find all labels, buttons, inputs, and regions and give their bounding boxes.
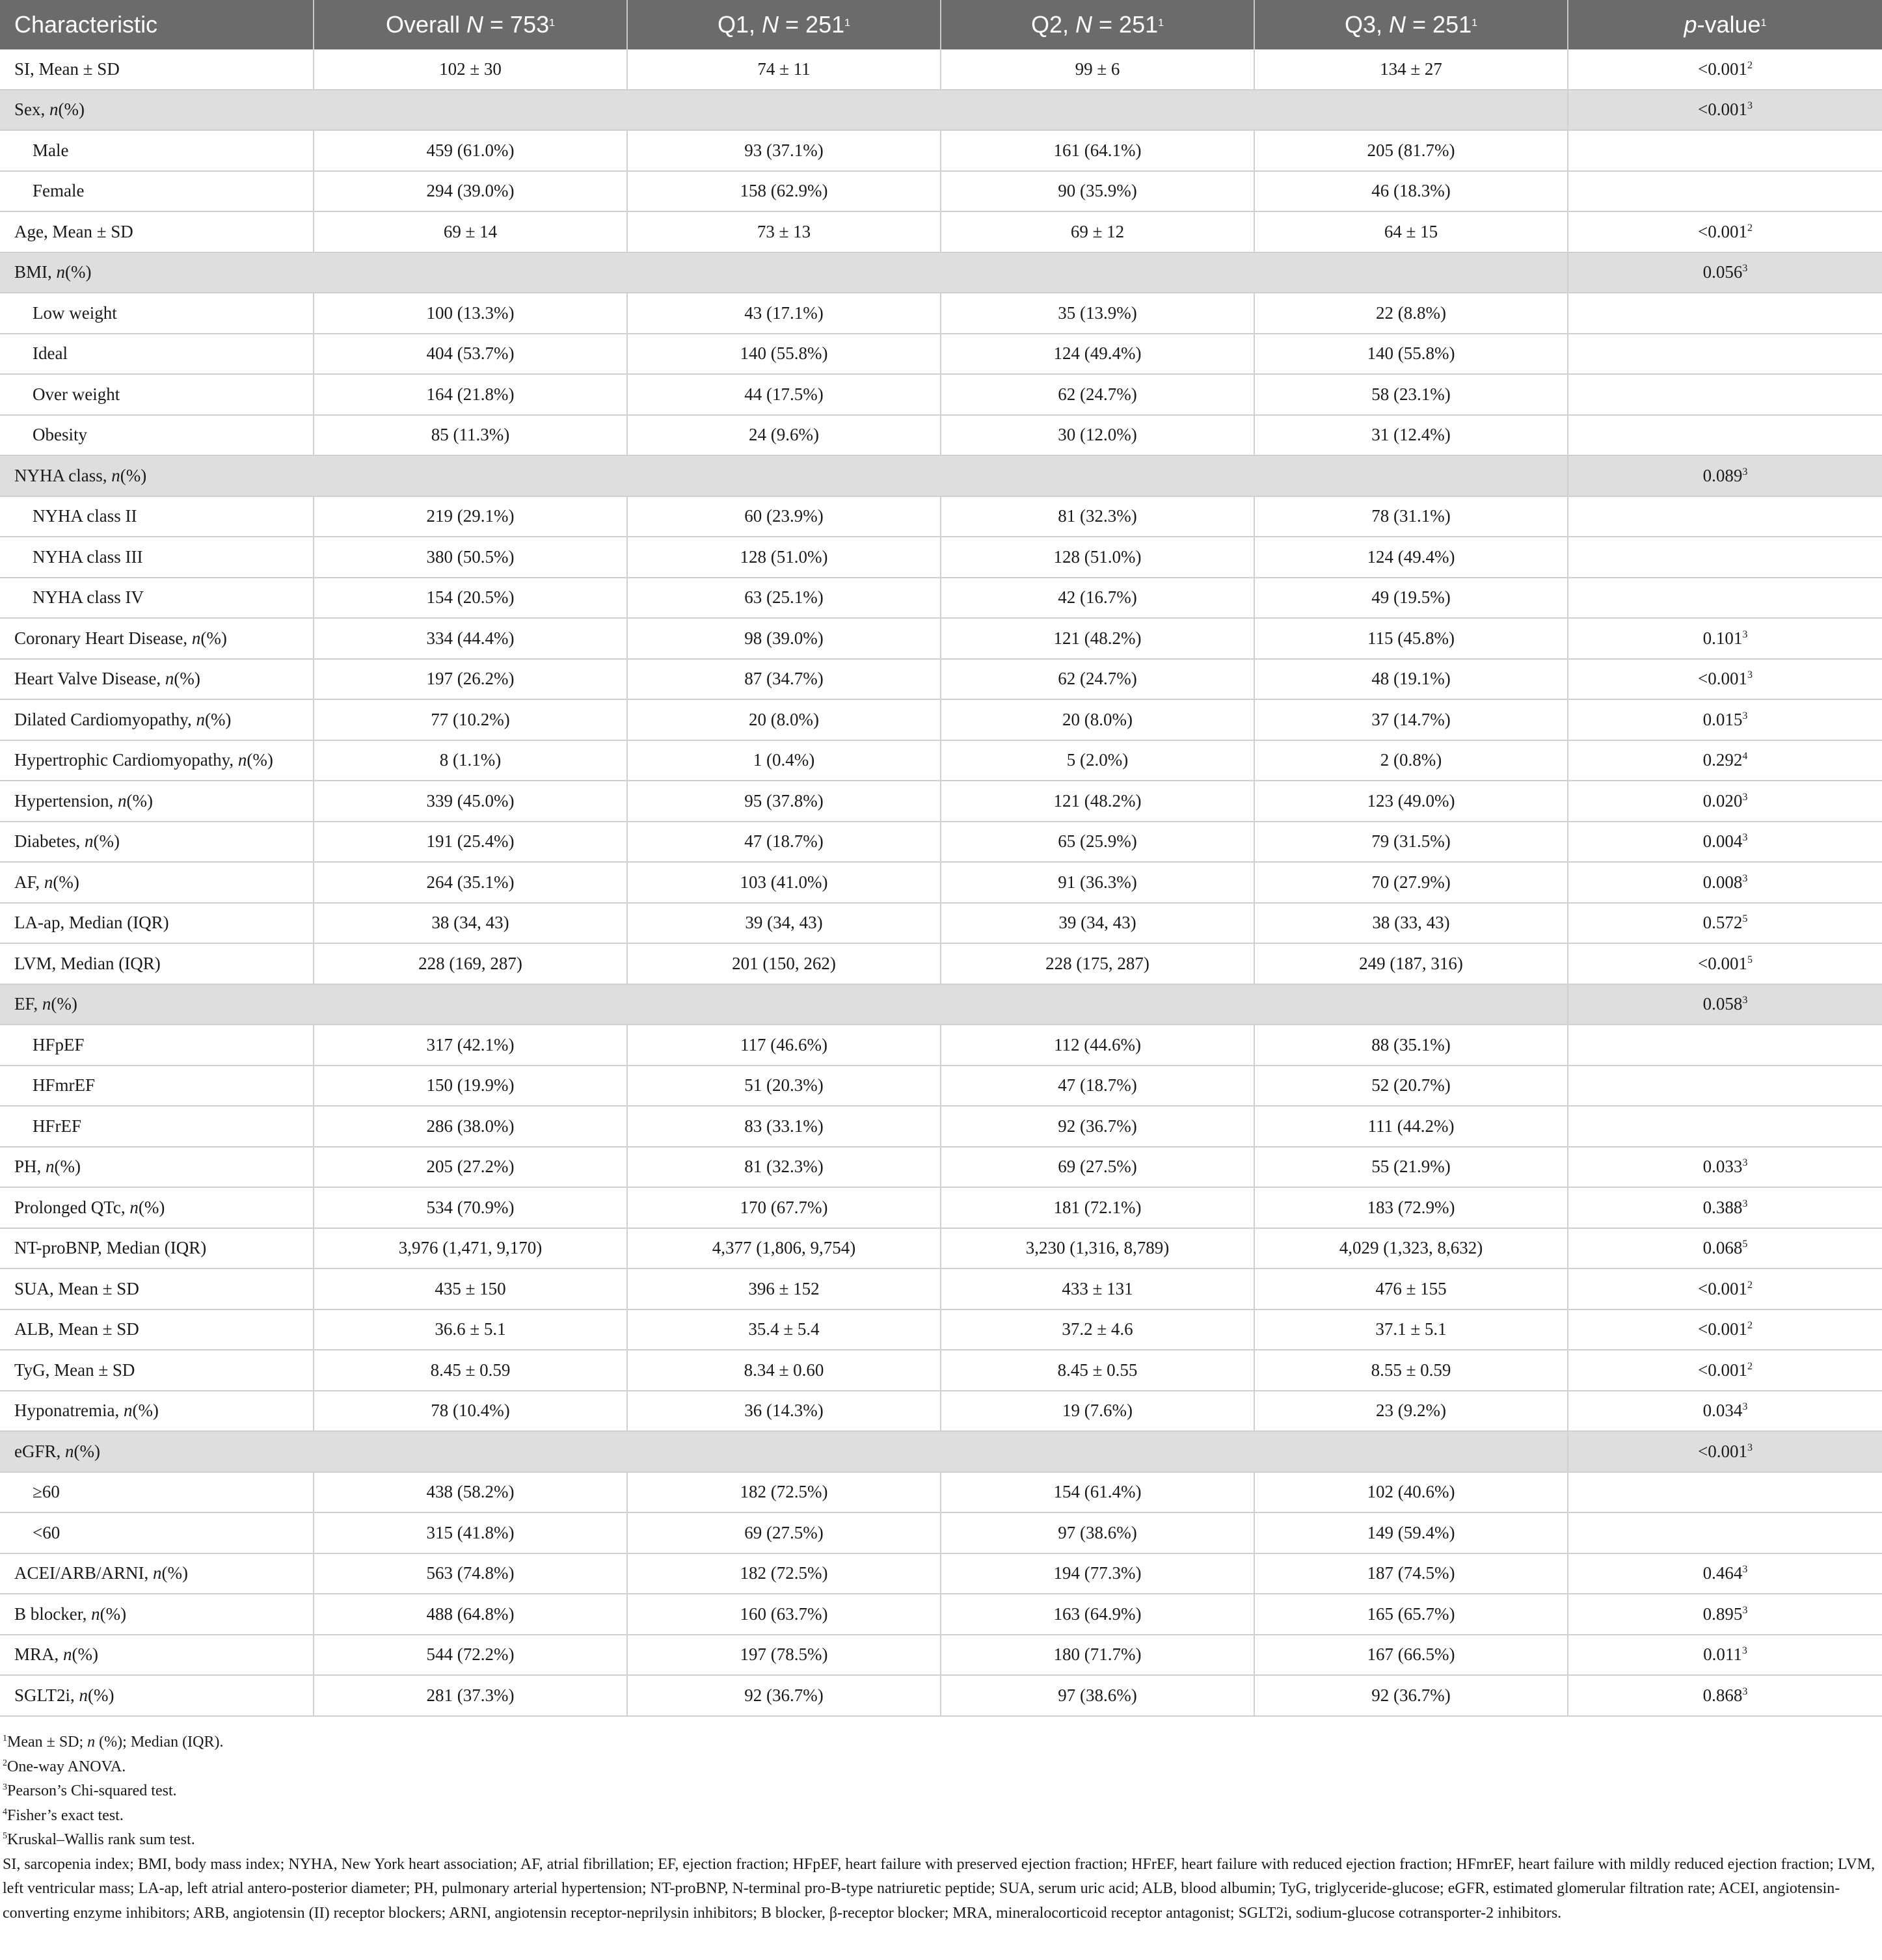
cell-p-value bbox=[1568, 130, 1882, 171]
cell-overall: 286 (38.0%) bbox=[314, 1106, 627, 1147]
cell-q1: 182 (72.5%) bbox=[627, 1472, 941, 1513]
cell-q1: 83 (33.1%) bbox=[627, 1106, 941, 1147]
subcategory-row bbox=[0, 374, 1882, 415]
cell-q3: 123 (49.0%) bbox=[1254, 781, 1568, 822]
cell-overall: 78 (10.4%) bbox=[314, 1391, 627, 1432]
cell-q2: 121 (48.2%) bbox=[941, 781, 1254, 822]
cell-q3: 140 (55.8%) bbox=[1254, 334, 1568, 375]
cell-p-value bbox=[1568, 1025, 1882, 1066]
cell-p-value bbox=[1568, 537, 1882, 578]
table-row bbox=[0, 943, 1882, 984]
cell-q3: 55 (21.9%) bbox=[1254, 1147, 1568, 1188]
cell-overall: 191 (25.4%) bbox=[314, 822, 627, 863]
cell-overall: 197 (26.2%) bbox=[314, 659, 627, 700]
cell-q1: 140 (55.8%) bbox=[627, 334, 941, 375]
footnote: $^3$Pearson’s Chi-squared test. bbox=[3, 1782, 177, 1799]
cell-q3: 37.1 ± 5.1 bbox=[1254, 1309, 1568, 1350]
table-row bbox=[0, 49, 1882, 90]
table-row bbox=[0, 211, 1882, 252]
cell-q2: 69 (27.5%) bbox=[941, 1147, 1254, 1188]
cell-p-value: 0.292$^4$ bbox=[1568, 740, 1882, 781]
cell-q2: 90 (35.9%) bbox=[941, 171, 1254, 212]
cell-q1: 44 (17.5%) bbox=[627, 374, 941, 415]
cell-q2: 194 (77.3%) bbox=[941, 1553, 1254, 1594]
cell-p-value: 0.056$^3$ bbox=[1568, 252, 1882, 293]
cell-overall: 38 (34, 43) bbox=[314, 903, 627, 944]
row-label: Prolonged QTc, n(%) bbox=[0, 1187, 314, 1228]
cell-q1: 39 (34, 43) bbox=[627, 903, 941, 944]
cell-q1: 160 (63.7%) bbox=[627, 1594, 941, 1635]
cell-q3: 205 (81.7%) bbox=[1254, 130, 1568, 171]
table-row bbox=[0, 1635, 1882, 1676]
cell-q2: 20 (8.0%) bbox=[941, 699, 1254, 740]
cell-q3: 70 (27.9%) bbox=[1254, 862, 1568, 903]
cell-overall: 205 (27.2%) bbox=[314, 1147, 627, 1188]
header-q2: Q2, $N = 251^1$ bbox=[941, 0, 1254, 49]
header-q3: Q3, $N = 251^1$ bbox=[1254, 0, 1568, 49]
cell-q3: 134 ± 27 bbox=[1254, 49, 1568, 90]
cell-p-value bbox=[1568, 1512, 1882, 1553]
cell-overall: 102 ± 30 bbox=[314, 49, 627, 90]
footnote: $^1$Mean ± SD; n (%); Median (IQR). bbox=[3, 1734, 224, 1751]
subcategory-row bbox=[0, 1512, 1882, 1553]
cell-p-value: $<0.001^3$ bbox=[1568, 90, 1882, 131]
subcategory-row bbox=[0, 1472, 1882, 1513]
cell-overall: 380 (50.5%) bbox=[314, 537, 627, 578]
row-label: MRA, n(%) bbox=[0, 1635, 314, 1676]
cell-q1: 47 (18.7%) bbox=[627, 822, 941, 863]
cell-overall: 77 (10.2%) bbox=[314, 699, 627, 740]
cell-q2: 5 (2.0%) bbox=[941, 740, 1254, 781]
table-row bbox=[0, 1147, 1882, 1188]
table-row bbox=[0, 1187, 1882, 1228]
cell-q2: 42 (16.7%) bbox=[941, 578, 1254, 619]
cell-overall: 100 (13.3%) bbox=[314, 293, 627, 334]
row-label: AF, n(%) bbox=[0, 862, 314, 903]
cell-q2: 39 (34, 43) bbox=[941, 903, 1254, 944]
cell-p-value bbox=[1568, 1472, 1882, 1513]
cell-q2: 47 (18.7%) bbox=[941, 1066, 1254, 1107]
cell-p-value: $<0.001^2$ bbox=[1568, 1269, 1882, 1309]
category-row bbox=[0, 252, 1882, 293]
cell-overall: 85 (11.3%) bbox=[314, 415, 627, 456]
cell-q2: 81 (32.3%) bbox=[941, 496, 1254, 537]
cell-p-value: $<0.001^3$ bbox=[1568, 1431, 1882, 1472]
cell-p-value: 0.020$^3$ bbox=[1568, 781, 1882, 822]
cell-q3: 22 (8.8%) bbox=[1254, 293, 1568, 334]
header-row bbox=[0, 0, 1882, 49]
row-label: Heart Valve Disease, n(%) bbox=[0, 659, 314, 700]
cell-q3: 167 (66.5%) bbox=[1254, 1635, 1568, 1676]
row-label: <60 bbox=[0, 1512, 314, 1553]
cell-q3: 52 (20.7%) bbox=[1254, 1066, 1568, 1107]
cell-p-value bbox=[1568, 415, 1882, 456]
cell-q3: 187 (74.5%) bbox=[1254, 1553, 1568, 1594]
row-label: Age, Mean ± SD bbox=[0, 211, 314, 252]
cell-p-value: 0.034$^3$ bbox=[1568, 1391, 1882, 1432]
cell-q3: 115 (45.8%) bbox=[1254, 618, 1568, 659]
cell-q2: 3,230 (1,316, 8,789) bbox=[941, 1228, 1254, 1269]
cell-p-value bbox=[1568, 293, 1882, 334]
cell-overall: 544 (72.2%) bbox=[314, 1635, 627, 1676]
row-label: BMI, n(%) bbox=[0, 252, 1568, 293]
cell-q1: 73 ± 13 bbox=[627, 211, 941, 252]
row-label: NYHA class II bbox=[0, 496, 314, 537]
cell-q2: 65 (25.9%) bbox=[941, 822, 1254, 863]
row-label: HFpEF bbox=[0, 1025, 314, 1066]
table-row bbox=[0, 1553, 1882, 1594]
subcategory-row bbox=[0, 171, 1882, 212]
cell-overall: 315 (41.8%) bbox=[314, 1512, 627, 1553]
row-label: SUA, Mean ± SD bbox=[0, 1269, 314, 1309]
cell-p-value bbox=[1568, 374, 1882, 415]
row-label: EF, n(%) bbox=[0, 984, 1568, 1025]
row-label: NT-proBNP, Median (IQR) bbox=[0, 1228, 314, 1269]
cell-q2: 91 (36.3%) bbox=[941, 862, 1254, 903]
cell-q1: 69 (27.5%) bbox=[627, 1512, 941, 1553]
cell-q1: 396 ± 152 bbox=[627, 1269, 941, 1309]
table-header bbox=[0, 0, 1882, 49]
cell-q3: 79 (31.5%) bbox=[1254, 822, 1568, 863]
cell-overall: 459 (61.0%) bbox=[314, 130, 627, 171]
row-label: Dilated Cardiomyopathy, n(%) bbox=[0, 699, 314, 740]
cell-q1: 43 (17.1%) bbox=[627, 293, 941, 334]
cell-q1: 117 (46.6%) bbox=[627, 1025, 941, 1066]
cell-p-value bbox=[1568, 1106, 1882, 1147]
cell-overall: 317 (42.1%) bbox=[314, 1025, 627, 1066]
cell-q2: 97 (38.6%) bbox=[941, 1675, 1254, 1716]
row-label: TyG, Mean ± SD bbox=[0, 1350, 314, 1391]
cell-q2: 99 ± 6 bbox=[941, 49, 1254, 90]
row-label: ≥60 bbox=[0, 1472, 314, 1513]
cell-overall: 150 (19.9%) bbox=[314, 1066, 627, 1107]
cell-q3: 88 (35.1%) bbox=[1254, 1025, 1568, 1066]
cell-p-value bbox=[1568, 334, 1882, 375]
cell-q1: 170 (67.7%) bbox=[627, 1187, 941, 1228]
cell-p-value bbox=[1568, 171, 1882, 212]
cell-q3: 8.55 ± 0.59 bbox=[1254, 1350, 1568, 1391]
cell-q1: 201 (150, 262) bbox=[627, 943, 941, 984]
cell-p-value: 0.033$^3$ bbox=[1568, 1147, 1882, 1188]
cell-overall: 69 ± 14 bbox=[314, 211, 627, 252]
cell-q3: 78 (31.1%) bbox=[1254, 496, 1568, 537]
subcategory-row bbox=[0, 1025, 1882, 1066]
cell-q1: 20 (8.0%) bbox=[627, 699, 941, 740]
cell-p-value: 0.058$^3$ bbox=[1568, 984, 1882, 1025]
cell-q3: 58 (23.1%) bbox=[1254, 374, 1568, 415]
table-row bbox=[0, 903, 1882, 944]
footnote: $^5$Kruskal–Wallis rank sum test. bbox=[3, 1831, 195, 1848]
cell-q1: 63 (25.1%) bbox=[627, 578, 941, 619]
cell-q3: 37 (14.7%) bbox=[1254, 699, 1568, 740]
row-label: Ideal bbox=[0, 334, 314, 375]
table-row bbox=[0, 1350, 1882, 1391]
cell-q2: 154 (61.4%) bbox=[941, 1472, 1254, 1513]
cell-p-value: 0.015$^3$ bbox=[1568, 699, 1882, 740]
subcategory-row bbox=[0, 130, 1882, 171]
cell-q3: 92 (36.7%) bbox=[1254, 1675, 1568, 1716]
cell-q1: 1 (0.4%) bbox=[627, 740, 941, 781]
cell-overall: 334 (44.4%) bbox=[314, 618, 627, 659]
category-row bbox=[0, 455, 1882, 496]
cell-q2: 181 (72.1%) bbox=[941, 1187, 1254, 1228]
cell-q1: 92 (36.7%) bbox=[627, 1675, 941, 1716]
cell-overall: 294 (39.0%) bbox=[314, 171, 627, 212]
cell-q2: 97 (38.6%) bbox=[941, 1512, 1254, 1553]
subcategory-row bbox=[0, 415, 1882, 456]
row-label: Hyponatremia, n(%) bbox=[0, 1391, 314, 1432]
header-characteristic: Characteristic bbox=[0, 0, 314, 49]
table-row bbox=[0, 1309, 1882, 1350]
cell-overall: 264 (35.1%) bbox=[314, 862, 627, 903]
footnote: $^2$One-way ANOVA. bbox=[3, 1758, 126, 1775]
cell-q1: 87 (34.7%) bbox=[627, 659, 941, 700]
row-label: Diabetes, n(%) bbox=[0, 822, 314, 863]
cell-q1: 60 (23.9%) bbox=[627, 496, 941, 537]
cell-overall: 164 (21.8%) bbox=[314, 374, 627, 415]
category-row bbox=[0, 1431, 1882, 1472]
cell-q3: 2 (0.8%) bbox=[1254, 740, 1568, 781]
cell-p-value: 0.895$^3$ bbox=[1568, 1594, 1882, 1635]
cell-overall: 404 (53.7%) bbox=[314, 334, 627, 375]
table-body bbox=[0, 49, 1882, 1716]
cell-overall: 435 ± 150 bbox=[314, 1269, 627, 1309]
cell-p-value: $<0.001^2$ bbox=[1568, 1350, 1882, 1391]
cell-p-value: $<0.001^2$ bbox=[1568, 1309, 1882, 1350]
cell-overall: 8.45 ± 0.59 bbox=[314, 1350, 627, 1391]
cell-q3: 23 (9.2%) bbox=[1254, 1391, 1568, 1432]
cell-p-value: 0.868$^3$ bbox=[1568, 1675, 1882, 1716]
row-label: B blocker, n(%) bbox=[0, 1594, 314, 1635]
subcategory-row bbox=[0, 334, 1882, 375]
cell-q2: 8.45 ± 0.55 bbox=[941, 1350, 1254, 1391]
subcategory-row bbox=[0, 496, 1882, 537]
subcategory-row bbox=[0, 293, 1882, 334]
cell-q2: 163 (64.9%) bbox=[941, 1594, 1254, 1635]
cell-q3: 476 ± 155 bbox=[1254, 1269, 1568, 1309]
category-row bbox=[0, 90, 1882, 131]
cell-q2: 19 (7.6%) bbox=[941, 1391, 1254, 1432]
abbreviations-note: SI, sarcopenia index; BMI, body mass index; NYHA, New York heart association; AF, atrial fibrillation; EF, ejection fraction; HFpEF, heart failure with preserved ejection fraction; HFrEF, heart failure with reduced ejection fraction; HFmrEF, heart failure with mildly reduced ejection fraction; LVM, left ventricular mass; LA-ap, left atrial antero-posterior diameter; PH, pulmonary arterial hypertension; NT-proBNP, N-terminal pro-B-type natriuretic peptide; SUA, serum uric acid; ALB, blood albumin; TyG, triglyceride-glucose; eGFR, estimated glomerular filtration rate; ACEI, angiotensin-converting enzyme inhibitors; ARB, angiotensin (II) receptor blockers; ARNI, angiotensin receptor-neprilysin inhibitors; B blocker, β-receptor blocker; MRA, mineralocorticoid receptor antagonist; SGLT2i, sodium-glucose cotransporter-2 inhibitors. bbox=[3, 1855, 1875, 1922]
cell-q2: 161 (64.1%) bbox=[941, 130, 1254, 171]
cell-q3: 249 (187, 316) bbox=[1254, 943, 1568, 984]
row-label: eGFR, n(%) bbox=[0, 1431, 1568, 1472]
cell-p-value: $<0.001^5$ bbox=[1568, 943, 1882, 984]
table-row bbox=[0, 781, 1882, 822]
cell-q2: 30 (12.0%) bbox=[941, 415, 1254, 456]
cell-q2: 35 (13.9%) bbox=[941, 293, 1254, 334]
cell-q3: 149 (59.4%) bbox=[1254, 1512, 1568, 1553]
cell-p-value: 0.089$^3$ bbox=[1568, 455, 1882, 496]
row-label: Hypertrophic Cardiomyopathy, n(%) bbox=[0, 740, 314, 781]
cell-q2: 92 (36.7%) bbox=[941, 1106, 1254, 1147]
row-label: Over weight bbox=[0, 374, 314, 415]
cell-overall: 8 (1.1%) bbox=[314, 740, 627, 781]
cell-p-value: 0.464$^3$ bbox=[1568, 1553, 1882, 1594]
table-row bbox=[0, 699, 1882, 740]
cell-q1: 103 (41.0%) bbox=[627, 862, 941, 903]
cell-q1: 98 (39.0%) bbox=[627, 618, 941, 659]
cell-q3: 31 (12.4%) bbox=[1254, 415, 1568, 456]
cell-q2: 433 ± 131 bbox=[941, 1269, 1254, 1309]
cell-q3: 124 (49.4%) bbox=[1254, 537, 1568, 578]
table-row bbox=[0, 1675, 1882, 1716]
cell-q2: 121 (48.2%) bbox=[941, 618, 1254, 659]
cell-q3: 49 (19.5%) bbox=[1254, 578, 1568, 619]
row-label: Obesity bbox=[0, 415, 314, 456]
row-label: Coronary Heart Disease, n(%) bbox=[0, 618, 314, 659]
row-label: HFrEF bbox=[0, 1106, 314, 1147]
cell-q1: 158 (62.9%) bbox=[627, 171, 941, 212]
cell-p-value: 0.068$^5$ bbox=[1568, 1228, 1882, 1269]
cell-q2: 180 (71.7%) bbox=[941, 1635, 1254, 1676]
cell-q1: 35.4 ± 5.4 bbox=[627, 1309, 941, 1350]
cell-p-value bbox=[1568, 1066, 1882, 1107]
table-row bbox=[0, 822, 1882, 863]
cell-q1: 197 (78.5%) bbox=[627, 1635, 941, 1676]
cell-p-value: 0.004$^3$ bbox=[1568, 822, 1882, 863]
cell-p-value: $<0.001^2$ bbox=[1568, 49, 1882, 90]
header-q1: Q1, $N = 251^1$ bbox=[627, 0, 941, 49]
cell-q1: 51 (20.3%) bbox=[627, 1066, 941, 1107]
cell-overall: 281 (37.3%) bbox=[314, 1675, 627, 1716]
cell-q2: 124 (49.4%) bbox=[941, 334, 1254, 375]
row-label: Sex, n(%) bbox=[0, 90, 1568, 131]
subcategory-row bbox=[0, 1066, 1882, 1107]
row-label: ACEI/ARB/ARNI, n(%) bbox=[0, 1553, 314, 1594]
cell-overall: 3,976 (1,471, 9,170) bbox=[314, 1228, 627, 1269]
cell-q1: 81 (32.3%) bbox=[627, 1147, 941, 1188]
row-label: ALB, Mean ± SD bbox=[0, 1309, 314, 1350]
row-label: NYHA class IV bbox=[0, 578, 314, 619]
cell-overall: 228 (169, 287) bbox=[314, 943, 627, 984]
cell-q2: 62 (24.7%) bbox=[941, 659, 1254, 700]
cell-overall: 36.6 ± 5.1 bbox=[314, 1309, 627, 1350]
cell-overall: 563 (74.8%) bbox=[314, 1553, 627, 1594]
cell-q1: 36 (14.3%) bbox=[627, 1391, 941, 1432]
cell-q2: 128 (51.0%) bbox=[941, 537, 1254, 578]
cell-q2: 37.2 ± 4.6 bbox=[941, 1309, 1254, 1350]
cell-q3: 111 (44.2%) bbox=[1254, 1106, 1568, 1147]
cell-q2: 112 (44.6%) bbox=[941, 1025, 1254, 1066]
subcategory-row bbox=[0, 1106, 1882, 1147]
cell-p-value: 0.008$^3$ bbox=[1568, 862, 1882, 903]
table-row bbox=[0, 659, 1882, 700]
cell-q2: 69 ± 12 bbox=[941, 211, 1254, 252]
cell-q3: 165 (65.7%) bbox=[1254, 1594, 1568, 1635]
cell-overall: 438 (58.2%) bbox=[314, 1472, 627, 1513]
cell-q1: 24 (9.6%) bbox=[627, 415, 941, 456]
cell-q3: 48 (19.1%) bbox=[1254, 659, 1568, 700]
cell-q1: 93 (37.1%) bbox=[627, 130, 941, 171]
header-overall: Overall $N = 753^1$ bbox=[314, 0, 627, 49]
table-footnotes bbox=[0, 1730, 1882, 1926]
cell-q1: 8.34 ± 0.60 bbox=[627, 1350, 941, 1391]
cell-q3: 46 (18.3%) bbox=[1254, 171, 1568, 212]
cell-p-value: $<0.001^2$ bbox=[1568, 211, 1882, 252]
cell-overall: 488 (64.8%) bbox=[314, 1594, 627, 1635]
header-p-value: p-value$^1$ bbox=[1568, 0, 1882, 49]
cell-q3: 102 (40.6%) bbox=[1254, 1472, 1568, 1513]
row-label: PH, n(%) bbox=[0, 1147, 314, 1188]
cell-overall: 219 (29.1%) bbox=[314, 496, 627, 537]
row-label: Low weight bbox=[0, 293, 314, 334]
cell-q3: 64 ± 15 bbox=[1254, 211, 1568, 252]
row-label: SI, Mean ± SD bbox=[0, 49, 314, 90]
cell-overall: 339 (45.0%) bbox=[314, 781, 627, 822]
cell-p-value: 0.011$^3$ bbox=[1568, 1635, 1882, 1676]
table-row bbox=[0, 740, 1882, 781]
subcategory-row bbox=[0, 578, 1882, 619]
cell-q3: 4,029 (1,323, 8,632) bbox=[1254, 1228, 1568, 1269]
cell-overall: 534 (70.9%) bbox=[314, 1187, 627, 1228]
cell-q1: 4,377 (1,806, 9,754) bbox=[627, 1228, 941, 1269]
category-row bbox=[0, 984, 1882, 1025]
cell-p-value: 0.101$^3$ bbox=[1568, 618, 1882, 659]
cell-p-value: $<0.001^3$ bbox=[1568, 659, 1882, 700]
row-label: Male bbox=[0, 130, 314, 171]
table-row bbox=[0, 618, 1882, 659]
row-label: HFmrEF bbox=[0, 1066, 314, 1107]
row-label: LVM, Median (IQR) bbox=[0, 943, 314, 984]
cell-q1: 95 (37.8%) bbox=[627, 781, 941, 822]
cell-q1: 182 (72.5%) bbox=[627, 1553, 941, 1594]
row-label: NYHA class III bbox=[0, 537, 314, 578]
cell-p-value bbox=[1568, 578, 1882, 619]
cell-overall: 154 (20.5%) bbox=[314, 578, 627, 619]
cell-q3: 38 (33, 43) bbox=[1254, 903, 1568, 944]
row-label: NYHA class, n(%) bbox=[0, 455, 1568, 496]
row-label: SGLT2i, n(%) bbox=[0, 1675, 314, 1716]
cell-q1: 128 (51.0%) bbox=[627, 537, 941, 578]
cell-p-value: 0.572$^5$ bbox=[1568, 903, 1882, 944]
cell-p-value bbox=[1568, 496, 1882, 537]
table-row bbox=[0, 1269, 1882, 1309]
cell-q2: 228 (175, 287) bbox=[941, 943, 1254, 984]
footnote: $^4$Fisher’s exact test. bbox=[3, 1806, 124, 1824]
cell-p-value: 0.388$^3$ bbox=[1568, 1187, 1882, 1228]
table-row bbox=[0, 862, 1882, 903]
row-label: LA-ap, Median (IQR) bbox=[0, 903, 314, 944]
table-row bbox=[0, 1594, 1882, 1635]
cell-q3: 183 (72.9%) bbox=[1254, 1187, 1568, 1228]
row-label: Female bbox=[0, 171, 314, 212]
row-label: Hypertension, n(%) bbox=[0, 781, 314, 822]
subcategory-row bbox=[0, 537, 1882, 578]
table-row bbox=[0, 1228, 1882, 1269]
cell-q2: 62 (24.7%) bbox=[941, 374, 1254, 415]
table-row bbox=[0, 1391, 1882, 1432]
cell-q1: 74 ± 11 bbox=[627, 49, 941, 90]
